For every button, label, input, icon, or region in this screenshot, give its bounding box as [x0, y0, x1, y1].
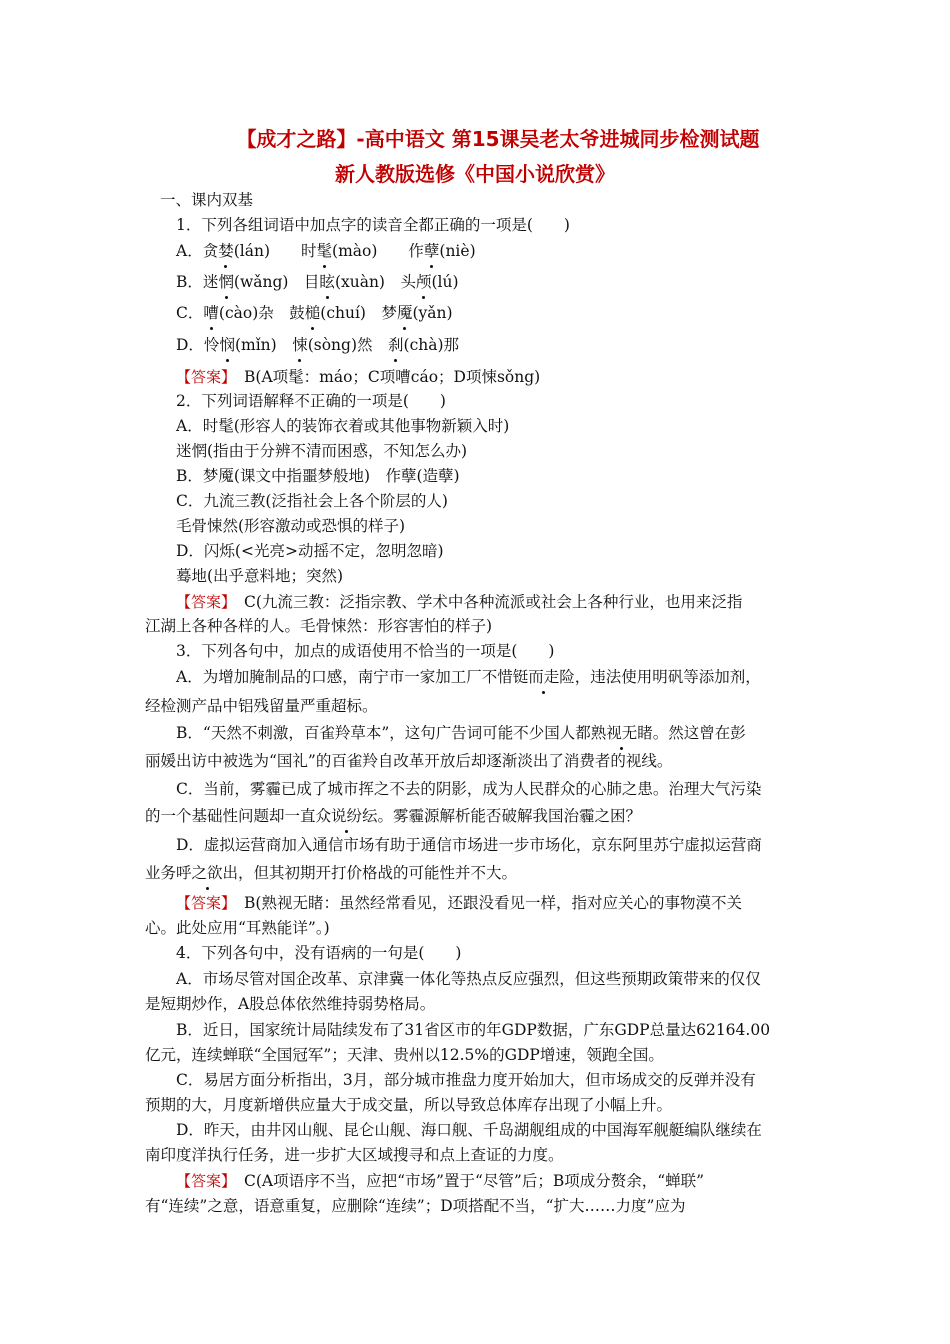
q2-line: D．闪烁(<光亮>动摇不定，忽明忽暗)	[176, 542, 444, 560]
text: (mào) 作	[332, 242, 424, 260]
text: B．“天然不刺激，百雀羚草本”，这句广告词可能不少国人都	[176, 724, 591, 742]
q4-option-b-cont: 亿元，连续蝉联“全国冠军”；天津、贵州以12.5%的GDP增速，领跑全国。	[145, 1046, 664, 1064]
q3-option-d-cont	[145, 862, 517, 884]
q1-option-d	[176, 334, 459, 356]
document-title-line1: 【成才之路】-高中语文 第15课吴老太爷进城同步检测试题	[236, 127, 760, 151]
q4-option-b: B．近日，国家统计局陆续发布了31省区市的年GDP数据，广东GDP总量达62164.00	[176, 1021, 771, 1039]
text: (mǐn)	[234, 336, 293, 354]
document-title-line2: 新人教版选修《中国小说欣赏》	[335, 162, 615, 186]
answer-text: C(九流三教：泛指宗教、学术中各种流派或社会上各种行业，也用来泛指	[228, 593, 743, 611]
text: 。雾霾源解析能否破解我国治霾之困？	[377, 807, 642, 825]
q2-line: 迷惘(指由于分辨不清而困惑，不知怎么办)	[176, 442, 468, 460]
q4-answer-cont: 有“连续”之意，语意重复，应删除“连续”；D项搭配不当，“扩大……力度”应为	[145, 1197, 686, 1215]
q4-stem: 4．下列各句中，没有语病的一句是( )	[176, 944, 462, 962]
q3-option-b	[176, 722, 746, 744]
q2-answer-cont: 江湖上各种各样的人。毛骨悚然：形容害怕的样子)	[145, 617, 493, 635]
q2-line: A．时髦(形容人的装饰衣着或其他事物新颖入时)	[176, 417, 510, 435]
q3-stem: 3．下列各句中，加点的成语使用不恰当的一项是( )	[176, 642, 555, 660]
text: (lán) 时	[233, 242, 317, 260]
answer-tag: 【答案】	[176, 1172, 229, 1190]
q4-option-c: C．易居方面分析指出，3月，部分城市推盘力度开始加大，但市场成交的反弹并没有	[176, 1071, 756, 1089]
text: (cào)杂 鼓	[218, 304, 305, 322]
q3-answer-cont: 心。此处应用“耳熟能详”。)	[145, 919, 330, 937]
text: A．为增加腌制品的口感，南宁市一家加工厂不惜	[176, 668, 513, 686]
answer-text: B(A项髦：máo；C项嘈cáo；D项悚sǒng)	[228, 368, 541, 386]
q2-stem: 2．下列词语解释不正确的一项是( )	[176, 392, 446, 410]
q3-option-c: C．当前，雾霾已成了城市挥之不去的阴影，成为人民群众的心肺之患。治理大气污染	[176, 780, 762, 798]
dotted-char: 髦	[316, 242, 333, 260]
dotted-idiom: 铤而走险	[512, 668, 575, 686]
q3-option-a	[176, 666, 761, 688]
section-heading: 一、课内双基	[160, 191, 254, 209]
text: 。然这曾在彭	[652, 724, 746, 742]
dotted-char: 婪	[218, 242, 234, 260]
text: 的一个基础性问题却一直	[145, 807, 316, 825]
text: (chà)那	[403, 336, 460, 354]
dotted-char: 悯	[219, 336, 235, 354]
q4-option-a-cont: 是短期炒作，A股总体依然维持弱势格局。	[145, 995, 436, 1013]
text: (niè)	[439, 242, 476, 260]
q4-option-d-cont: 南印度洋执行任务，进一步扩大区域搜寻和点上查证的力度。	[145, 1146, 564, 1164]
answer-text: B(熟视无睹：虽然经常看见，还跟没看见一样，指对应关心的事物漠不关	[228, 894, 742, 912]
dotted-char: 悚	[292, 336, 308, 354]
q3-option-c-cont	[145, 805, 641, 827]
dotted-char: 槌	[304, 304, 321, 322]
q2-line: B．梦魇(课文中指噩梦般地) 作孽(造孽)	[176, 467, 460, 485]
answer-text: C(A项语序不当，应把“市场”置于“尽管”后；B项成分赘余，“蝉联”	[228, 1172, 705, 1190]
dotted-char: 魇	[396, 304, 413, 322]
dotted-idiom: 呼之欲出	[176, 864, 239, 882]
q1-option-c	[176, 302, 453, 324]
q2-line: C．九流三教(泛指社会上各个阶层的人)	[176, 492, 448, 510]
q1-option-b	[176, 271, 459, 293]
q1-option-a	[176, 240, 476, 262]
answer-tag: 【答案】	[176, 894, 229, 912]
text: D．怜	[176, 336, 220, 354]
dotted-char: 嘈	[203, 304, 219, 322]
text: 业务	[145, 864, 177, 882]
text: B．迷	[176, 273, 219, 291]
dotted-idiom: 熟视无睹	[590, 724, 653, 742]
text: (yǎn)	[412, 304, 453, 322]
text: A．贪	[176, 242, 219, 260]
text: ，违法使用明矾等添加剂，	[574, 668, 761, 686]
text: (wǎng) 目	[233, 273, 320, 291]
answer-tag: 【答案】	[176, 593, 229, 611]
text: ，但其初期开打价格战的可能性并不大。	[238, 864, 518, 882]
q2-line: 毛骨悚然(形容激动或恐惧的样子)	[176, 517, 406, 535]
q1-answer	[176, 366, 540, 388]
dotted-char: 刹	[388, 336, 404, 354]
text: (chuí) 梦	[320, 304, 397, 322]
q1-stem: 1．下列各组词语中加点字的读音全都正确的一项是( )	[176, 216, 570, 234]
q2-answer	[176, 591, 742, 613]
text: (lú)	[431, 273, 459, 291]
q4-option-a: A．市场尽管对国企改革、京津冀一体化等热点反应强烈，但这些预期政策带来的仅仅	[176, 970, 761, 988]
dotted-idiom: 众说纷纭	[315, 807, 378, 825]
q3-option-d: D．虚拟运营商加入通信市场有助于通信市场进一步市场化，京东阿里苏宁虚拟运营商	[176, 836, 762, 854]
q3-option-b-cont: 丽媛出访中被选为“国礼”的百雀羚自改革开放后却逐渐淡出了消费者的视线。	[145, 752, 673, 770]
dotted-char: 眩	[319, 273, 335, 291]
text: C．	[176, 304, 204, 322]
q2-line: 蓦地(出乎意料地；突然)	[176, 567, 344, 585]
text: (xuàn) 头	[334, 273, 416, 291]
q4-option-c-cont: 预期的大，月度新增供应量大于成交量，所以导致总体库存出现了小幅上升。	[145, 1096, 673, 1114]
dotted-char: 孽	[423, 242, 440, 260]
dotted-char: 惘	[218, 273, 234, 291]
dotted-char: 颅	[415, 273, 432, 291]
q3-answer	[176, 892, 742, 914]
text: (sòng)然	[307, 336, 388, 354]
q4-option-d: D．昨天，由井冈山舰、昆仑山舰、海口舰、千岛湖舰组成的中国海军舰艇编队继续在	[176, 1121, 762, 1139]
answer-tag: 【答案】	[176, 368, 229, 386]
q3-option-a-cont: 经检测产品中铝残留量严重超标。	[145, 697, 378, 715]
q4-answer	[176, 1170, 704, 1192]
